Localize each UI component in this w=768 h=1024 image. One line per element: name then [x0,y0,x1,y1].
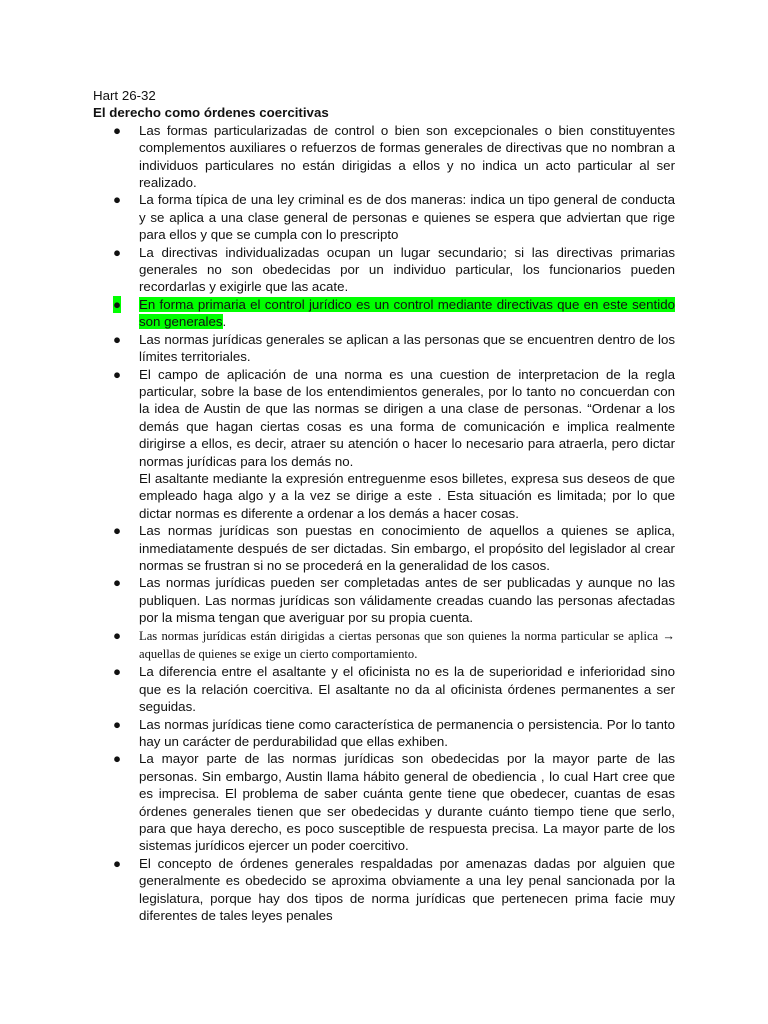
list-item [93,331,675,366]
list-item-paragraph: El campo de aplicación de una norma es una cuestion de interpretacion de la regla particular, sobre la base de los entendimientos generales, por lo tanto no concuerdan con la idea de Austin de que las normas se dirigen a una clase de personas. “Ordenar a los demás que hagan ciertas cosas es una forma de comunicación e implica realmente dirigirse a ellos, es decir, atraer su atención o hacer lo necesario para atraerla, pero dictar normas jurídicas para los demás no. [139,366,675,469]
list-item-text: Las normas jurídicas están dirigidas a ciertas personas que son quienes la norma particular se aplica → aquellas de quienes se exige un cierto comportamiento. [139,628,675,661]
bullet-icon: ● [113,122,122,138]
list-item [93,244,675,296]
highlighted-text: En forma primaria el control jurídico es un control mediante directivas que en este sentido son generales [139,296,675,330]
list-item-text: Las normas jurídicas tiene como característica de permanencia o persistencia. Por lo tanto hay un carácter de perdurabilidad que ellas exhiben. [139,716,675,750]
bullet-icon: ● [113,331,122,347]
bullet-icon: ● [113,664,122,680]
list-item-text: La mayor parte de las normas jurídicas son obedecidas por la mayor parte de las personas. Sin embargo, Austin llama hábito general de obediencia , lo cual Hart cree que es imprecisa. El problema de saber cuánta gente tiene que obedecer, cuantas de esas órdenes generales tienen que ser obedecidas y durante cuánto tiempo tiene que serlo, para que haya derecho, es poco susceptible de respuesta precisa. La mayor parte de los sistemas jurídicos ejercer un poder coercitivo. [139,751,675,854]
document-content [93,87,675,925]
section-reference: Hart 26-32 [93,88,156,103]
list-item [93,855,675,925]
list-item [93,191,675,243]
list-item [93,750,675,854]
list-item [93,574,675,626]
list-item-text: La diferencia entre el asaltante y el oficinista no es la de superioridad e inferioridad sino que es la relación coercitiva. El asaltante no da al oficinista órdenes permanentes a ser seguidas. [139,664,675,715]
bullet-list [93,122,675,925]
bullet-icon: ● [113,366,122,382]
bullet-icon: ● [113,244,122,260]
list-item [93,663,675,715]
list-item-text: El concepto de órdenes generales respaldadas por amenazas dadas por alguien que generalmente es obedecido se aproxima obviamente a una ley penal sancionada por la legislatura, porque hay dos tipos de norma jurídicas que pertenecen prima facie muy diferentes de tales leyes penales [139,855,675,924]
bullet-icon: ● [113,855,122,871]
list-item [93,522,675,574]
bullet-icon: ● [113,751,122,767]
list-item-text: Las normas jurídicas pueden ser completadas antes de ser publicadas y aunque no las publiquen. Las normas jurídicas son válidamente creadas cuando las personas afectadas por la misma tengan que averiguar por su propia cuenta. [139,575,675,626]
list-item-text: La directivas individualizadas ocupan un lugar secundario; si las directivas primarias generales no son obedecidas por un individuo particular, los funcionarios pueden recordarlas y exigirle que las acate. [139,244,675,295]
list-item [93,716,675,751]
list-item-text: Las normas jurídicas son puestas en conocimiento de aquellos a quienes se aplica, inmediatamente después de ser dictadas. Sin embargo, el propósito del legislador al crear normas se frustran si no se procederá en la generalidad de los casos. [139,523,675,573]
list-item [93,627,675,664]
list-item-text-tail: . [222,314,227,330]
bullet-icon: ● [113,627,122,643]
list-item [93,366,675,523]
list-item-text: Las formas particularizadas de control o bien son excepcionales o bien constituyentes complementos auxiliares o refuerzos de formas generales de directivas que no nombran a individuos particulares no están dirigidas a ellos y no indica un acto particular al ser realizado. [139,122,675,191]
bullet-icon: ● [113,716,122,732]
list-item [93,122,675,192]
bullet-icon: ● [113,192,122,208]
list-item-text: Las normas jurídicas generales se aplican a las personas que se encuentren dentro de los límites territoriales. [139,331,675,365]
document-title: El derecho como órdenes coercitivas [93,105,329,121]
list-item-highlighted [93,296,675,331]
bullet-icon: ● [113,296,122,312]
list-item-paragraph: El asaltante mediante la expresión entreguenme esos billetes, expresa sus deseos de que empleado haga algo y a la vez se dirige a este . Esta situación es limitada; por lo que dictar normas es diferente a ordenar a los demás a hacer cosas. [139,470,675,521]
list-item-text: La forma típica de una ley criminal es de dos maneras: indica un tipo general de conducta y se aplica a una clase general de personas e quienes se espera que adviertan que rige para ellos y que se cumpla con lo prescripto [139,192,675,243]
bullet-icon: ● [113,523,122,539]
bullet-icon: ● [113,575,122,591]
